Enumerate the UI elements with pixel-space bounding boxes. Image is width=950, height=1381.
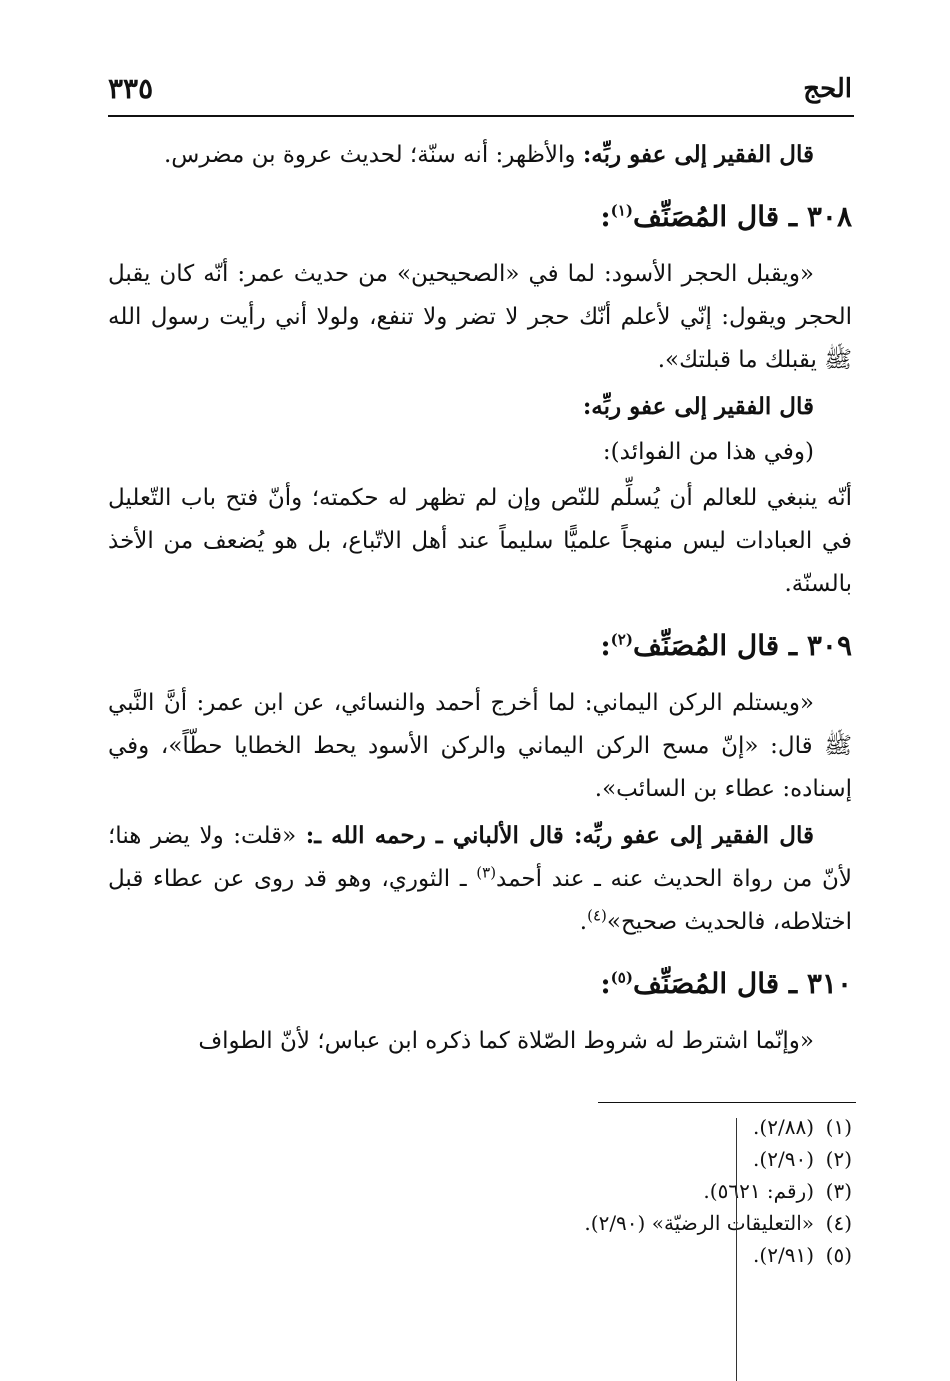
scan-line-artifact — [736, 1118, 737, 1381]
author-label: قال الفقير إلى عفو ربِّه: — [582, 141, 814, 168]
footnote-item — [108, 1111, 852, 1143]
footnote-text: (٢/٩١). — [753, 1243, 814, 1267]
paragraph-text: «قلت: ولا يضر هنا؛ لأنّ من رواة الحديث عنه ـ عند أحمد — [108, 823, 852, 892]
footnotes — [108, 1111, 852, 1271]
page-header — [108, 70, 852, 110]
footnote-ref[interactable]: (٤) — [587, 906, 607, 925]
footnote-rule — [598, 1102, 856, 1103]
footnote-ref[interactable]: (٥) — [610, 968, 633, 987]
author-label: قال الفقير إلى عفو ربِّه: قال الألباني ـ رحمه الله ـ: — [305, 822, 814, 849]
benefits-label: (وفي هذا من الفوائد): — [602, 439, 814, 465]
header-rule — [108, 115, 854, 117]
footnote-item — [108, 1175, 852, 1207]
chapter-title: الحج — [803, 74, 852, 104]
paragraph — [108, 814, 852, 944]
section-heading-309 — [108, 626, 852, 666]
paragraph-text: ـ الثوري، وهو قد روى عن عطاء قبل اختلاطه، فالحديث صحيح» — [108, 866, 852, 935]
footnote-number: (٥) — [825, 1243, 852, 1267]
heading-colon: : — [600, 200, 611, 233]
footnote-text: «التعليقات الرضيّة» (٢/٩٠). — [584, 1211, 814, 1235]
page-number: ٣٣٥ — [108, 72, 154, 105]
footnote-text: (٢/٨٨). — [753, 1115, 814, 1139]
heading-colon: : — [600, 629, 611, 662]
footnote-ref[interactable]: (١) — [610, 201, 633, 220]
quote-paragraph: «وإنّما اشترط له شروط الصّلاة كما ذكره ابن عباس؛ لأنّ الطواف — [198, 1028, 814, 1054]
paragraph-end: . — [579, 909, 588, 935]
author-label: قال الفقير إلى عفو ربِّه: — [582, 393, 814, 420]
paragraph: أنّه ينبغي للعالم أن يُسلِّم للنّص وإن لم تظهر له حكمته؛ وأنّ فتح باب التّعليل في العبادات ليس منهجاً علميًّا سليماً عند أهل الاتّباع، بل هو يُضعف من الأخذ بالسنّة. — [108, 485, 852, 597]
quote-paragraph: «ويستلم الركن اليماني: لما أخرج أحمد والنسائي، عن ابن عمر: أنَّ النَّبي ﷺ قال: «إنّ مسح الركن اليماني والركن الأسود يحط الخطايا حطّاً»، وفي إسناده: عطاء بن السائب». — [108, 690, 852, 802]
footnote-text: (٢/٩٠). — [753, 1147, 814, 1171]
section-heading-310 — [108, 964, 852, 1004]
footnote-number: (٢) — [825, 1147, 852, 1171]
footnote-number: (٣) — [825, 1179, 852, 1203]
footnote-item — [108, 1143, 852, 1175]
footnote-number: (٤) — [825, 1211, 852, 1235]
footnote-ref[interactable]: (٣) — [476, 863, 497, 882]
heading-text: ٣٠٩ ـ قال المُصَنِّف — [632, 629, 852, 662]
footnote-ref[interactable]: (٢) — [610, 630, 633, 649]
footnote-text: (رقم: ٥٦٢١). — [703, 1179, 814, 1203]
footnote-item — [108, 1239, 852, 1271]
footnote-number: (١) — [825, 1115, 852, 1139]
heading-text: ٣١٠ ـ قال المُصَنِّف — [632, 967, 852, 1000]
footnote-item — [108, 1207, 852, 1239]
quote-paragraph: «ويقبل الحجر الأسود: لما في «الصحيحين» من حديث عمر: أنّه كان يقبل الحجر ويقول: إنّي لأعلم أنّك حجر لا تضر ولا تنفع، ولولا أني رأيت رسول الله ﷺ يقبلك ما قبلتك». — [108, 261, 852, 373]
paragraph — [108, 133, 852, 177]
section-heading-308 — [108, 197, 852, 237]
heading-text: ٣٠٨ ـ قال المُصَنِّف — [632, 200, 852, 233]
paragraph-text: والأظهر: أنه سنّة؛ لحديث عروة بن مضرس. — [163, 142, 583, 168]
main-text — [108, 133, 852, 1066]
heading-colon: : — [600, 967, 611, 1000]
